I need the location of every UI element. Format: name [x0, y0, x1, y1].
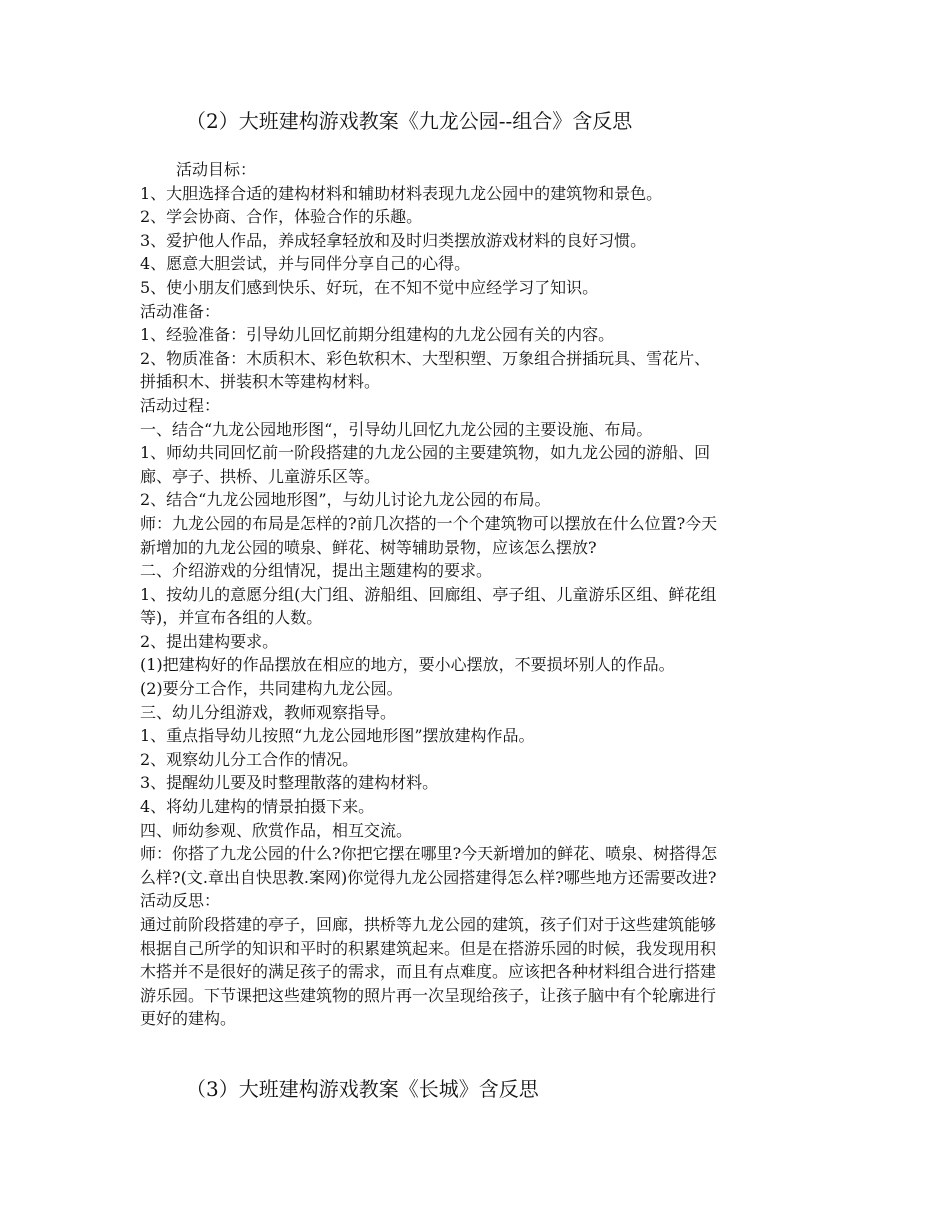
- text-line: 2、观察幼儿分工合作的情况。: [140, 749, 359, 769]
- text-line: (2)要分工合作，共同建构九龙公园。: [140, 679, 403, 699]
- text-line: 一、结合“九龙公园地形图“，引导幼儿回忆九龙公园的主要设施、布局。: [140, 419, 653, 439]
- text-line: 师：九龙公园的布局是怎样的?前几次搭的一个个建筑物可以摆放在什么位置?今天: [140, 513, 718, 533]
- text-line: 2、结合“九龙公园地形图”，与幼儿讨论九龙公园的布局。: [140, 490, 551, 510]
- lesson-title-2: （2）大班建构游戏教案《九龙公园--组合》含反思: [186, 109, 633, 133]
- text-line: 四、师幼参观、欣赏作品，相互交流。: [140, 820, 413, 840]
- text-line: 1、按幼儿的意愿分组(大门组、游船组、回廊组、亭子组、儿童游乐区组、鲜花组: [140, 584, 717, 604]
- text-line: 2、学会协商、合作，体验合作的乐趣。: [140, 207, 423, 227]
- section-heading-preparation: 活动准备：: [140, 301, 221, 321]
- text-line: 拼插积木、拼装积木等建构材料。: [140, 372, 381, 392]
- text-line: 师：你搭了九龙公园的什么?你把它摆在哪里?今天新增加的鲜花、喷泉、树搭得怎: [140, 844, 718, 864]
- text-line: 么样?(文.章出自快思教.案网)你觉得九龙公园搭建得怎么样?哪些地方还需要改进?: [140, 867, 717, 887]
- text-line: 三、幼儿分组游戏，教师观察指导。: [140, 702, 397, 722]
- text-line: 二、介绍游戏的分组情况，提出主题建构的要求。: [140, 561, 493, 581]
- text-line: 3、爱护他人作品，养成轻拿轻放和及时归类摆放游戏材料的良好习惯。: [140, 230, 647, 250]
- text-line: 2、物质准备：木质积木、彩色软积木、大型积塑、万象组合拼插玩具、雪花片、: [140, 348, 711, 368]
- text-line: 更好的建构。: [140, 1009, 237, 1029]
- text-line: (1)把建构好的作品摆放在相应的地方，要小心摆放，不要损坏别人的作品。: [140, 655, 675, 675]
- text-line: 廊、亭子、拱桥、儿童游乐区等。: [140, 466, 381, 486]
- text-line: 游乐园。下节课把这些建筑物的照片再一次呈现给孩子，让孩子脑中有个轮廓进行: [140, 985, 717, 1005]
- text-line: 木搭并不是很好的满足孩子的需求，而且有点难度。应该把各种材料组合进行搭建: [140, 962, 717, 982]
- section-heading-goals: 活动目标：: [176, 160, 257, 179]
- text-line: 4、愿意大胆尝试，并与同伴分享自己的心得。: [140, 254, 471, 274]
- section-heading-process: 活动过程：: [140, 395, 221, 415]
- text-line: 1、大胆选择合适的建构材料和辅助材料表现九龙公园中的建筑物和景色。: [140, 183, 663, 203]
- text-line: 2、提出建构要求。: [140, 631, 279, 651]
- text-line: 通过前阶段搭建的亭子，回廊，拱桥等九龙公园的建筑，孩子们对于这些建筑能够: [140, 915, 717, 934]
- section-heading-reflection: 活动反思：: [140, 891, 221, 911]
- text-line: 1、重点指导幼儿按照“九龙公园地形图”摆放建构作品。: [140, 726, 535, 746]
- text-line: 4、将幼儿建构的情景拍摄下来。: [140, 797, 375, 817]
- text-line: 新增加的九龙公园的喷泉、鲜花、树等辅助景物，应该怎么摆放?: [140, 537, 597, 557]
- text-line: 3、提醒幼儿要及时整理散落的建构材料。: [140, 773, 439, 793]
- text-line: 5、使小朋友们感到快乐、好玩，在不知不觉中应经学习了知识。: [140, 277, 599, 297]
- text-line: 根据自己所学的知识和平时的积累建筑起来。但是在搭游乐园的时候，我发现用积: [140, 938, 717, 958]
- text-line: 1、经验准备：引导幼儿回忆前期分组建构的九龙公园有关的内容。: [140, 325, 615, 345]
- text-line: 等)，并宣布各组的人数。: [140, 608, 323, 628]
- lesson-title-3: （3）大班建构游戏教案《长城》含反思: [186, 1077, 539, 1101]
- text-line: 1、师幼共同回忆前一阶段搭建的九龙公园的主要建筑物，如九龙公园的游船、回: [140, 443, 711, 463]
- lesson-body: [140, 158, 830, 1031]
